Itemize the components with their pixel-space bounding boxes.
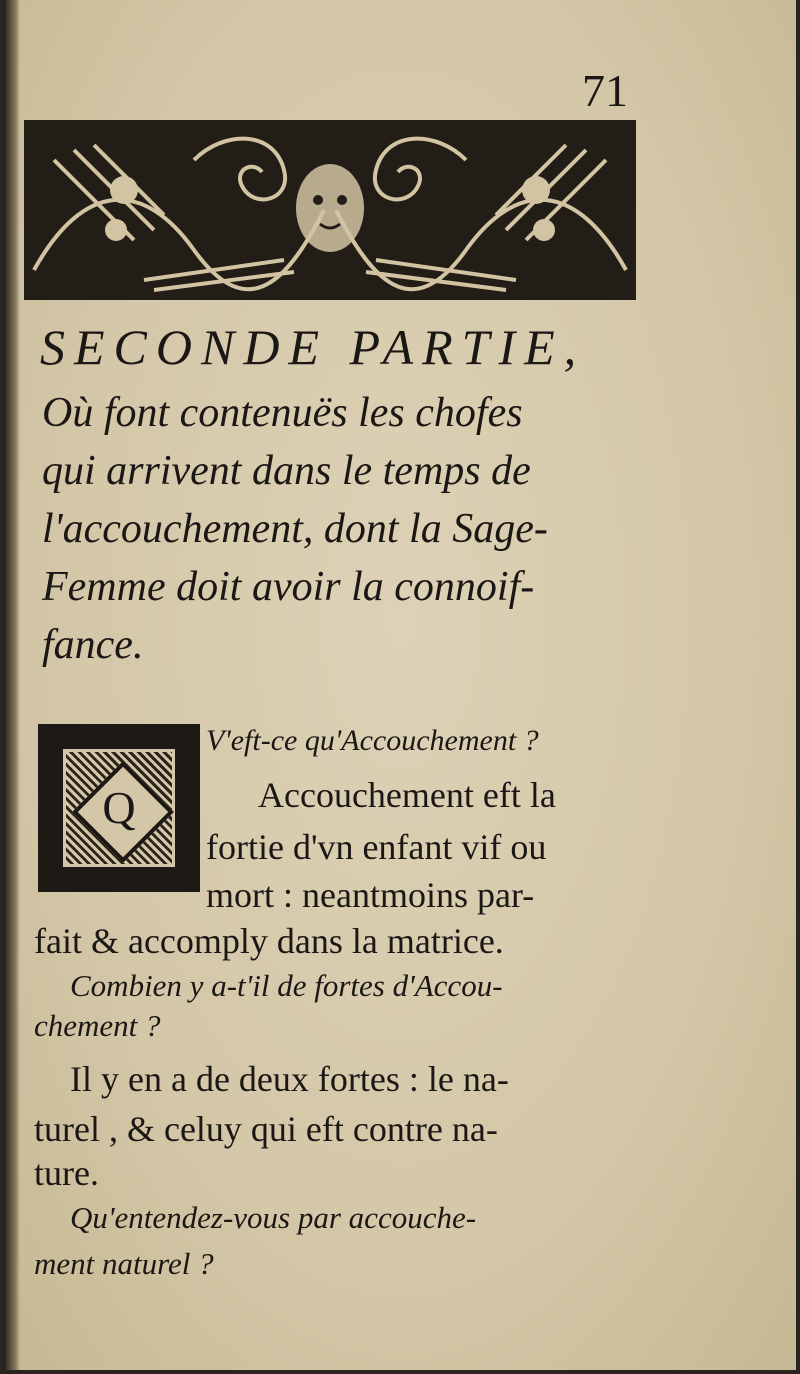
subtitle-line: Femme doit avoir la connoif- — [42, 564, 535, 610]
subtitle-line: fance. — [42, 622, 144, 668]
page-number: 71 — [582, 65, 628, 116]
question-text: chement ? — [34, 1008, 161, 1043]
answer-line: Il y en a de deux fortes : le na- — [70, 1059, 509, 1099]
question-text: ment naturel ? — [34, 1246, 214, 1281]
book-page — [6, 0, 796, 1370]
answer-line: mort : neantmoins par- — [206, 875, 535, 915]
book-gutter — [6, 0, 20, 1370]
answer-line: turel , & celuy qui eft contre na- — [34, 1109, 498, 1149]
question-text: V'eft-ce qu'Accouchement ? — [206, 724, 539, 757]
answer-line: fait & accomply dans la matrice. — [34, 921, 504, 961]
initial-letter: Q — [102, 782, 136, 833]
part-subtitle — [42, 384, 642, 674]
part-heading: SECONDE PARTIE, — [40, 319, 586, 375]
question-text: Combien y a-t'il de fortes d'Accou- — [70, 968, 503, 1003]
question-text: Qu'entendez-vous par accouche- — [70, 1200, 477, 1235]
decorated-initial — [38, 724, 200, 892]
subtitle-line: l'accouchement, dont la Sage- — [42, 506, 548, 552]
answer-line: fortie d'vn enfant vif ou — [206, 827, 547, 867]
ornamental-headpiece — [24, 120, 636, 300]
answer-line: Accouchement eft la — [258, 775, 556, 815]
subtitle-line: qui arrivent dans le temps de — [42, 448, 531, 494]
subtitle-line: Où font contenuës les chofes — [42, 390, 523, 436]
answer-line: ture. — [34, 1153, 99, 1193]
